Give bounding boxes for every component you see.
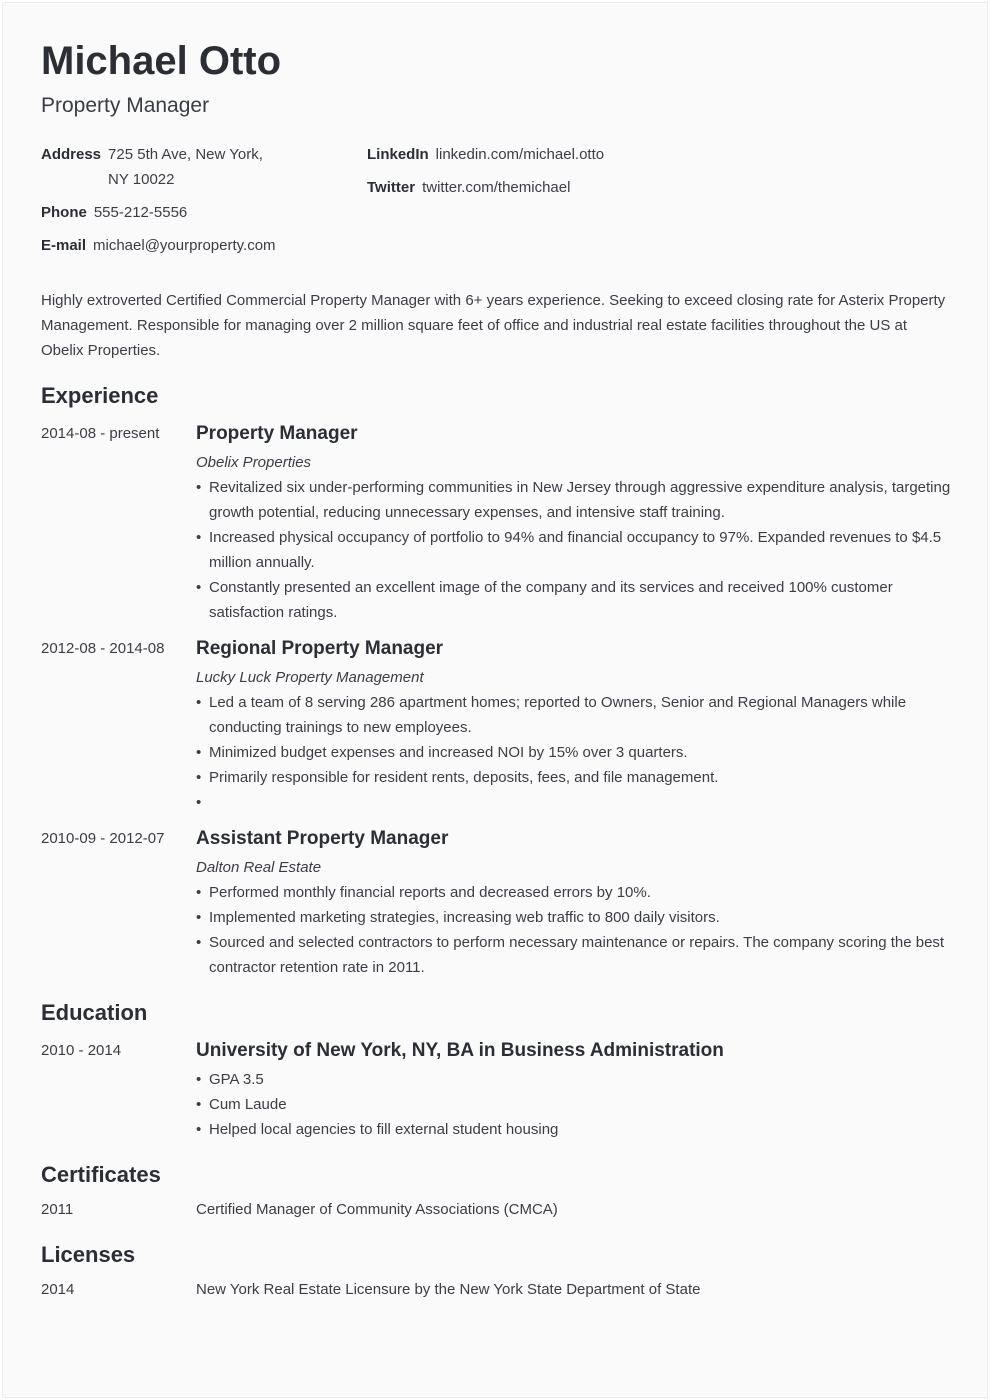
education-bullets <box>196 1067 953 1142</box>
address-label: Address <box>41 146 102 163</box>
job-role: Regional Property Manager <box>196 638 444 659</box>
job-bullet: • Increased physical occupancy of portfolio to 94% and financial occupancy to 97%. Expanded revenues to $4.5 million annually. <box>196 525 953 575</box>
email-value: michael@yourproperty.com <box>93 237 276 254</box>
address-line1: 725 5th Ave, New York, <box>108 146 263 163</box>
job-dates: 2010-09 - 2012-07 <box>41 830 165 847</box>
job-role: Property Manager <box>196 423 358 444</box>
education-degree: University of New York, NY, BA in Business Administration <box>196 1040 724 1061</box>
job-company: Obelix Properties <box>196 454 312 471</box>
experience-heading: Experience <box>41 383 159 408</box>
job-role: Assistant Property Manager <box>196 828 449 849</box>
certificate-body <box>196 1197 953 1222</box>
license-text: New York Real Estate Licensure by the New York State Department of State <box>196 1281 701 1298</box>
resume-page <box>2 2 988 1398</box>
job-bullets <box>196 475 953 625</box>
license-body <box>196 1277 953 1302</box>
job-bullets <box>196 690 953 815</box>
contact-phone <box>41 200 187 225</box>
contact-twitter <box>367 175 570 200</box>
job-bullet: • Performed monthly financial reports and decreased errors by 10%. <box>196 880 953 905</box>
job-bullet: • Sourced and selected contractors to perform necessary maintenance or repairs. The company scoring the best contractor retention rate in 2011. <box>196 930 953 980</box>
contact-address <box>41 142 263 192</box>
phone-label: Phone <box>41 204 87 221</box>
education-bullet: • Cum Laude <box>196 1092 953 1117</box>
phone-value: 555-212-5556 <box>93 204 188 221</box>
address-value <box>108 142 263 192</box>
job-bullet: • Revitalized six under-performing communities in New Jersey through aggressive expenditure analysis, targeting growth potential, reducing unnecessary expenses, and intensive staff training. <box>196 475 953 525</box>
certificates-heading: Certificates <box>41 1162 161 1187</box>
job-bullet: • Minimized budget expenses and increased NOI by 15% over 3 quarters. <box>196 740 953 765</box>
certificate-text: Certified Manager of Community Associations (CMCA) <box>196 1201 558 1218</box>
job-bullet: • Led a team of 8 serving 286 apartment homes; reported to Owners, Senior and Regional Managers while conducting trainings to new employees. <box>196 690 953 740</box>
job-body <box>196 421 953 625</box>
certificate-year: 2011 <box>41 1201 74 1218</box>
job-company: Lucky Luck Property Management <box>196 669 424 686</box>
job-dates: 2012-08 - 2014-08 <box>41 640 165 657</box>
education-dates: 2010 - 2014 <box>41 1042 122 1059</box>
licenses-heading: Licenses <box>41 1242 136 1267</box>
email-label: E-mail <box>41 237 87 254</box>
candidate-title: Property Manager <box>41 94 210 117</box>
candidate-name: Michael Otto <box>41 39 282 83</box>
job-bullets <box>196 880 953 980</box>
linkedin-link[interactable]: linkedin.com/michael.otto <box>435 146 605 163</box>
license-year: 2014 <box>41 1281 75 1298</box>
twitter-label: Twitter <box>367 179 416 196</box>
summary-text: Highly extroverted Certified Commercial Property Manager with 6+ years experience. Seeking to exceed closing rate for Asterix Property Management. Responsible for managing over 2 million square feet of office and industrial real estate facilities throughout the US at Obelix Properties. <box>41 292 946 359</box>
twitter-link[interactable]: twitter.com/themichael <box>422 179 571 196</box>
job-bullet: • Primarily responsible for resident rents, deposits, fees, and file management. <box>196 765 953 790</box>
job-company: Dalton Real Estate <box>196 859 322 876</box>
job-bullet: • Constantly presented an excellent image of the company and its services and received 100% customer satisfaction ratings. <box>196 575 953 625</box>
job-bullet: • Implemented marketing strategies, increasing web traffic to 800 daily visitors. <box>196 905 953 930</box>
job-bullet <box>196 790 953 815</box>
linkedin-label: LinkedIn <box>367 146 429 163</box>
job-dates: 2014-08 - present <box>41 425 160 442</box>
address-line2: NY 10022 <box>108 171 175 188</box>
contact-linkedin <box>367 142 604 167</box>
education-heading: Education <box>41 1000 148 1025</box>
education-body <box>196 1038 953 1142</box>
education-bullet: • Helped local agencies to fill external student housing <box>196 1117 953 1142</box>
contact-email <box>41 233 276 258</box>
job-body <box>196 826 953 980</box>
education-bullet: • GPA 3.5 <box>196 1067 953 1092</box>
job-body <box>196 636 953 815</box>
